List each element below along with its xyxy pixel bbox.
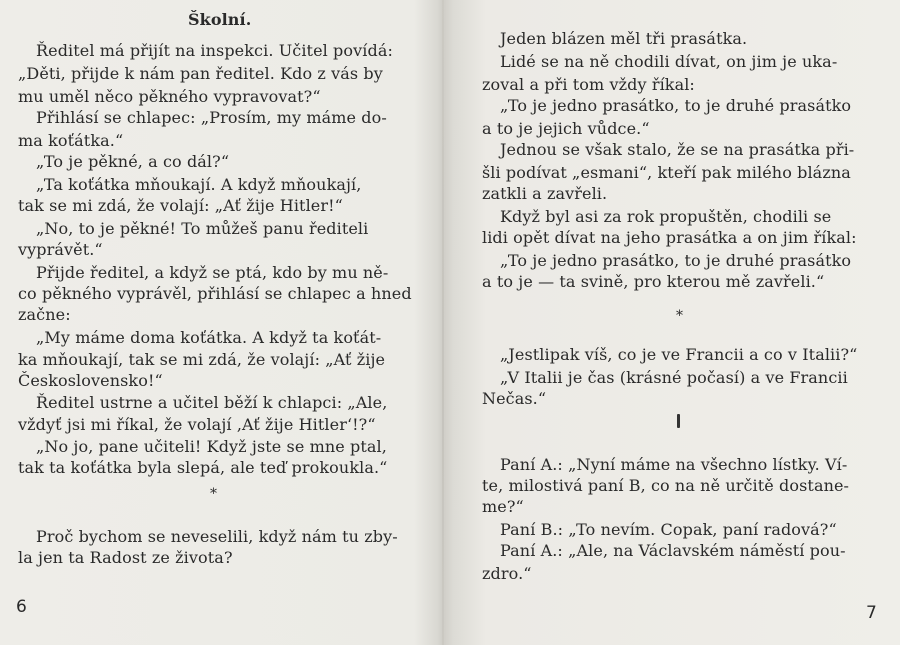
- text-line: vždyť jsi mi říkal, že volají ‚Ať žije Hitler‘!?“: [18, 415, 376, 434]
- page-number: 7: [866, 603, 877, 623]
- text-line: mu uměl něco pěkného vypravovat?“: [18, 87, 321, 106]
- text-line: „Ta koťátka mňoukají. A když mňoukají,: [36, 175, 362, 194]
- text-line: tak se mi zdá, že volají: „Ať žije Hitler!“: [18, 196, 343, 215]
- text-line: zdro.“: [482, 564, 532, 583]
- text-line: Jeden blázen měl tři prasátka.: [500, 29, 748, 48]
- separator-mark: [677, 414, 680, 428]
- right-page: [446, 0, 900, 645]
- text-line: „No jo, pane učiteli! Když jste se mne ptal,: [36, 437, 387, 456]
- text-line: „Jestlipak víš, co je ve Francii a co v Italii?“: [500, 345, 858, 364]
- text-line: „V Italii je čas (krásné počasí) a ve Francii: [500, 368, 848, 387]
- text-line: „Děti, přijde k nám pan ředitel. Kdo z vás by: [18, 64, 383, 83]
- text-line: co pěkného vyprávěl, přihlásí se chlapec a hned: [18, 284, 412, 303]
- text-line: „My máme doma koťátka. A když ta koťát-: [36, 328, 382, 347]
- page-number: 6: [16, 597, 27, 617]
- text-line: Lidé se na ně chodili dívat, on jim je uka-: [500, 52, 838, 71]
- text-line: vyprávět.“: [18, 240, 103, 259]
- text-line: a to je — ta svině, pro kterou mě zavřeli.“: [482, 272, 825, 291]
- text-line: Paní A.: „Ale, na Václavském náměstí pou-: [500, 541, 846, 560]
- text-line: Ředitel má přijít na inspekci. Učitel povídá:: [36, 41, 393, 60]
- text-line: začne:: [18, 305, 71, 324]
- text-line: zoval a při tom vždy říkal:: [482, 75, 695, 94]
- text-line: „No, to je pěkné! To můžeš panu řediteli: [36, 219, 369, 238]
- text-line: tak ta koťátka byla slepá, ale teď prokoukla.“: [18, 458, 388, 477]
- text-line: „To je jedno prasátko, to je druhé prasátko: [500, 96, 852, 115]
- text-line: Proč bychom se neveselili, když nám tu zby-: [36, 527, 398, 546]
- page-heading: Školní.: [188, 10, 252, 29]
- section-separator: *: [210, 486, 217, 502]
- section-separator: *: [676, 308, 683, 324]
- text-line: Když byl asi za rok propuštěn, chodili se: [500, 207, 832, 226]
- book-gutter: [442, 0, 444, 645]
- text-line: Přijde ředitel, a když se ptá, kdo by mu ně-: [36, 263, 389, 282]
- text-line: te, milostivá paní B, co na ně určitě dostane-: [482, 476, 850, 495]
- text-line: zatkli a zavřeli.: [482, 184, 608, 203]
- text-line: ma koťátka.“: [18, 131, 124, 150]
- text-line: Nečas.“: [482, 389, 547, 408]
- text-line: ka mňoukají, tak se mi zdá, že volají: „Ať žije: [18, 350, 386, 369]
- text-line: „To je pěkné, a co dál?“: [36, 152, 230, 171]
- text-line: Paní A.: „Nyní máme na všechno lístky. Ví-: [500, 455, 848, 474]
- text-line: Přihlásí se chlapec: „Prosím, my máme do-: [36, 108, 387, 127]
- text-line: „To je jedno prasátko, to je druhé prasátko: [500, 251, 852, 270]
- text-line: lidi opět dívat na jeho prasátka a on jim říkal:: [482, 228, 857, 247]
- text-line: a to je jejich vůdce.“: [482, 119, 650, 138]
- text-line: me?“: [482, 497, 524, 516]
- text-line: Československo!“: [18, 371, 163, 390]
- left-page: [0, 0, 442, 645]
- text-line: Paní B.: „To nevím. Copak, paní radová?“: [500, 520, 837, 539]
- text-line: la jen ta Radost ze života?: [18, 548, 233, 567]
- text-line: Ředitel ustrne a učitel běží k chlapci: „Ale,: [36, 393, 388, 412]
- text-line: Jednou se však stalo, že se na prasátka při-: [500, 140, 855, 159]
- text-line: šli podívat „esmani“, kteří pak milého blázna: [482, 163, 851, 182]
